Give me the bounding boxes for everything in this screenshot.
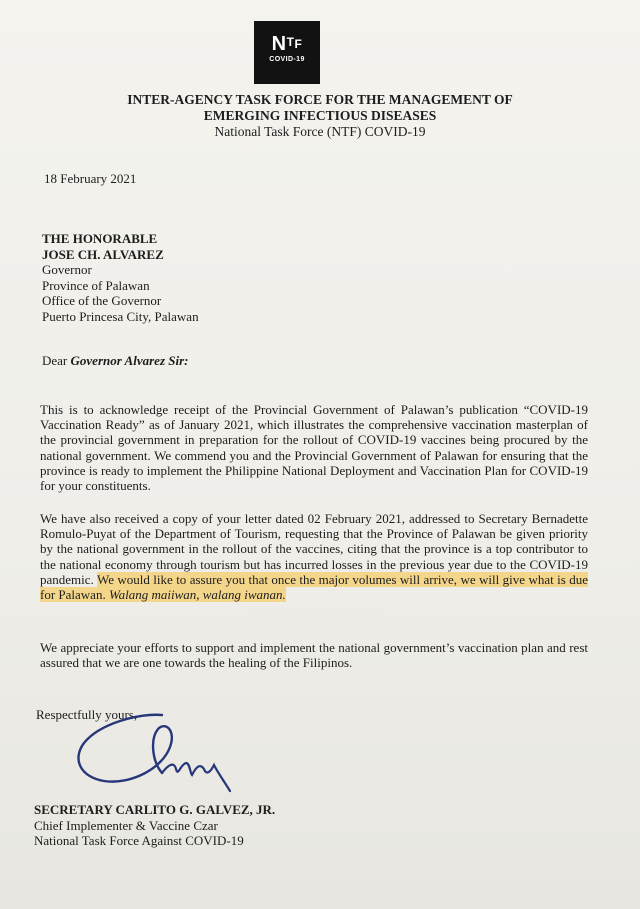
letterhead-line-3: National Task Force (NTF) COVID-19 xyxy=(214,124,426,139)
salutation-prefix: Dear xyxy=(42,353,68,368)
recipient-province: Province of Palawan xyxy=(42,277,150,293)
ntf-logo-caption: COVID-19 xyxy=(269,56,305,63)
signature-image xyxy=(70,703,280,808)
recipient-title: Governor xyxy=(42,262,92,278)
paragraph-2-text: We have also received a copy of your letter dated 02 February 2021, addressed to Secretary Bernadette Romulo-Puyat of the Department of Tourism, requesting that the Province of Palawan be given priority by the national government in the rollout of the vaccines, citing that the province is a top contributor to the national economy through tourism but has incurred losses in the previous year due to the COVID-19 pandemic. xyxy=(40,511,588,587)
recipient-block xyxy=(42,231,199,325)
salutation xyxy=(42,353,188,369)
letterhead xyxy=(40,92,600,140)
body-paragraph-1: This is to acknowledge receipt of the Provincial Government of Palawan’s publication “COVID-19 Vaccination Ready” as of January 2021, which illustrates the comprehensive vaccination masterplan of the provincial government in preparation for the rollout of COVID-19 vaccines being procured by the national government. We commend you and the Provincial Government of Palawan for ensuring that the province is ready to implement the Philippine National Deployment and Vaccination Plan for COVID-19 for your constituents. xyxy=(40,402,588,494)
letterhead-line-2: EMERGING INFECTIOUS DISEASES xyxy=(203,108,437,123)
recipient-office: Office of the Governor xyxy=(42,293,162,309)
body-paragraph-2 xyxy=(40,511,588,602)
highlighted-assurance: We would like to assure you that once the major volumes will arrive, we will give what is due for Palawan. xyxy=(40,571,588,603)
recipient-name: JOSE CH. ALVAREZ xyxy=(42,246,164,262)
recipient-honorific: THE HONORABLE xyxy=(42,231,158,246)
signer-org: National Task Force Against COVID-19 xyxy=(34,833,244,849)
body-paragraph-3: We appreciate your efforts to support and implement the national government’s vaccination plan and rest assured that we are one towards the healing of the Filipinos. xyxy=(40,640,588,671)
ntf-logo xyxy=(254,21,320,84)
signer-name: SECRETARY CARLITO G. GALVEZ, JR. xyxy=(34,802,276,817)
ntf-logo-mark: $N^TF$ xyxy=(271,33,303,55)
highlighted-tagline: Walang maiiwan, walang iwanan. xyxy=(108,587,286,603)
recipient-city: Puerto Princesa City, Palawan xyxy=(42,308,199,324)
closing: Respectfully yours, xyxy=(36,707,138,722)
salutation-name: Governor Alvarez Sir: xyxy=(70,353,189,368)
letter-date: 18 February 2021 xyxy=(44,171,137,186)
signer-block xyxy=(34,802,275,849)
letterhead-line-1: INTER-AGENCY TASK FORCE FOR THE MANAGEMENT OF xyxy=(127,92,513,107)
signer-title: Chief Implementer & Vaccine Czar xyxy=(34,817,218,833)
